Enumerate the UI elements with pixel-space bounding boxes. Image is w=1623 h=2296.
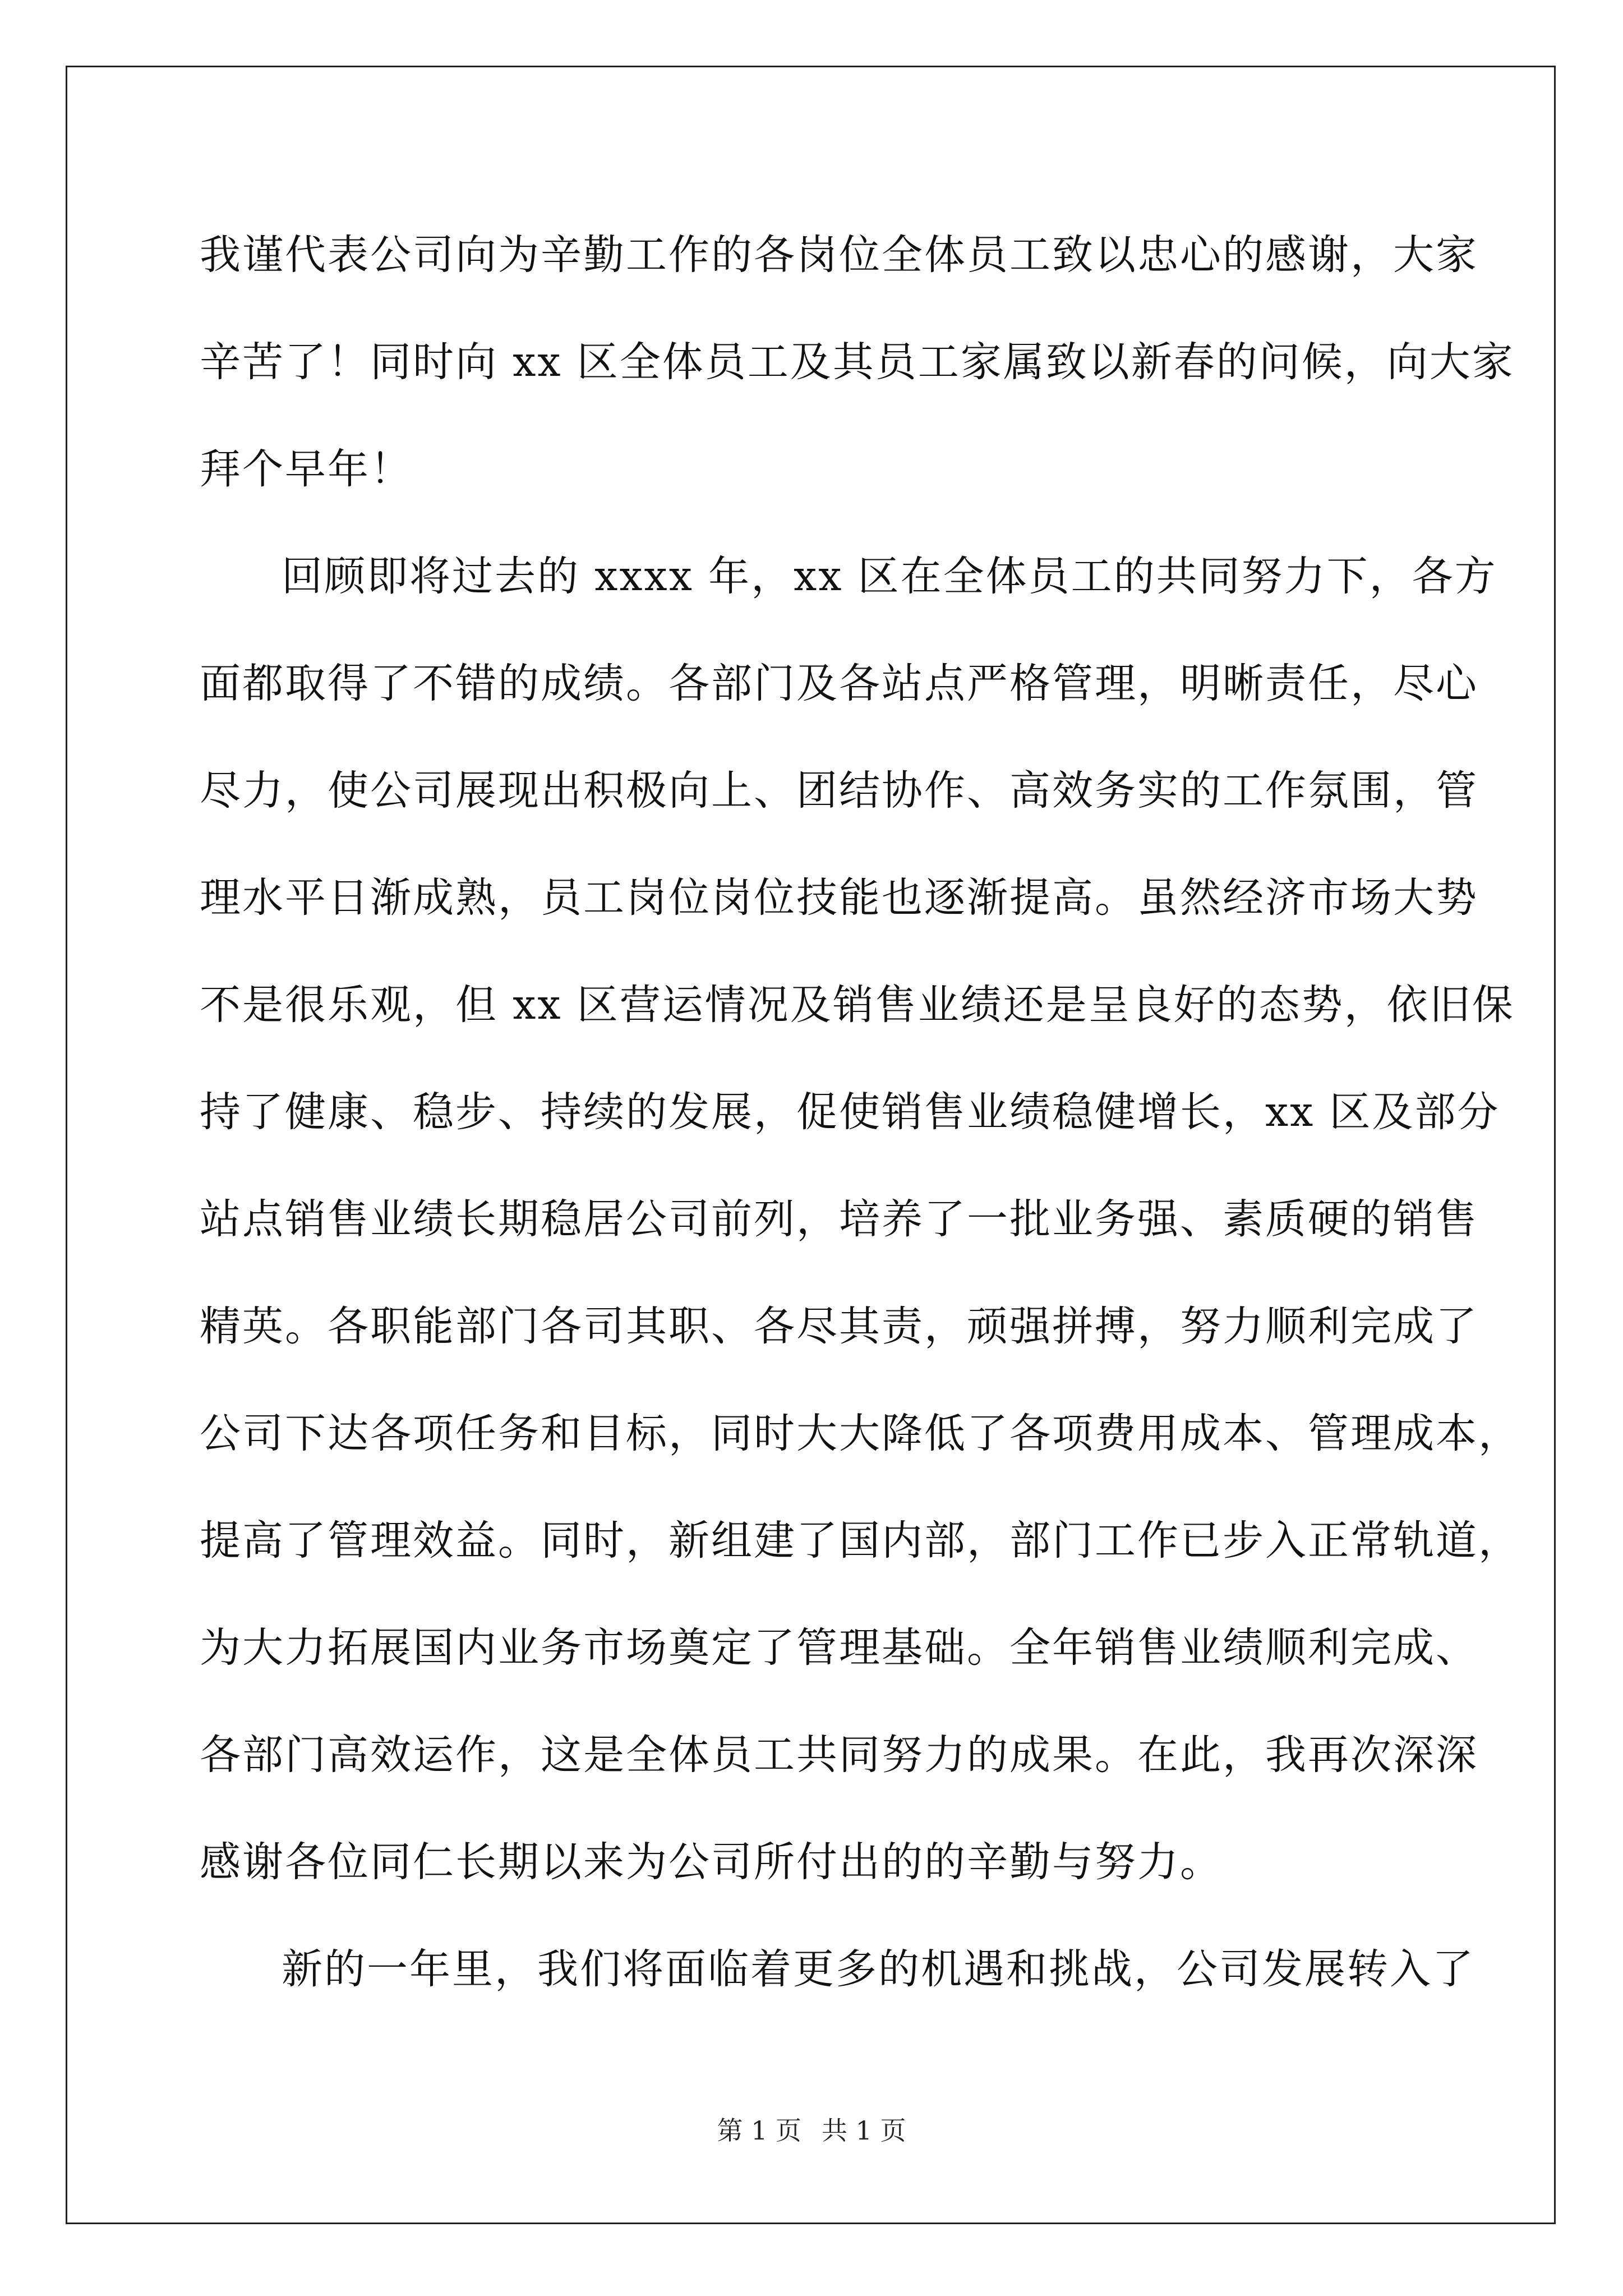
text-line: 持了健康、稳步、持续的发展，促使销售业绩稳健增长，xx 区及部分: [200, 1088, 1500, 1136]
text-line: 尽力，使公司展现出积极向上、团结协作、高效务实的工作氛围，管: [200, 767, 1478, 815]
text-line: 面都取得了不错的成绩。各部门及各站点严格管理，明晰责任，尽心: [200, 660, 1478, 707]
text-line: 辛苦了！同时向 xx 区全体员工及其员工家属致以新春的问候，向大家: [200, 338, 1515, 386]
text-line: 感谢各位同仁长期以来为公司所付出的的辛勤与努力。: [200, 1838, 1223, 1886]
text-line: 拜个早年！: [200, 445, 413, 493]
text-line: 精英。各职能部门各司其职、各尽其责，顽强拼搏，努力顺利完成了: [200, 1303, 1478, 1350]
page-number: 第 1 页: [717, 2115, 801, 2146]
text-line: 公司下达各项任务和目标，同时大大降低了各项费用成本、管理成本，: [200, 1410, 1521, 1457]
paragraph-start-line: 新的一年里，我们将面临着更多的机遇和挑战，公司发展转入了: [282, 1945, 1475, 1993]
page-total: 共 1 页: [822, 2115, 906, 2146]
text-line: 为大力拓展国内业务市场奠定了管理基础。全年销售业绩顺利完成、: [200, 1624, 1478, 1672]
text-line: 理水平日渐成熟，员工岗位岗位技能也逐渐提高。虽然经济市场大势: [200, 874, 1478, 922]
text-line: 不是很乐观，但 xx 区营运情况及销售业绩还是呈良好的态势，依旧保: [200, 981, 1515, 1029]
text-line: 各部门高效运作，这是全体员工共同努力的成果。在此，我再次深深: [200, 1731, 1478, 1779]
paragraph-start-line: 回顾即将过去的 xxxx 年，xx 区在全体员工的共同努力下，各方: [282, 553, 1497, 600]
text-line: 提高了管理效益。同时，新组建了国内部，部门工作已步入正常轨道，: [200, 1517, 1521, 1565]
text-line: 我谨代表公司向为辛勤工作的各岗位全体员工致以忠心的感谢，大家: [200, 231, 1478, 279]
text-line: 站点销售业绩长期稳居公司前列，培养了一批业务强、素质硬的销售: [200, 1195, 1478, 1243]
page-footer: [0, 2114, 1623, 2147]
